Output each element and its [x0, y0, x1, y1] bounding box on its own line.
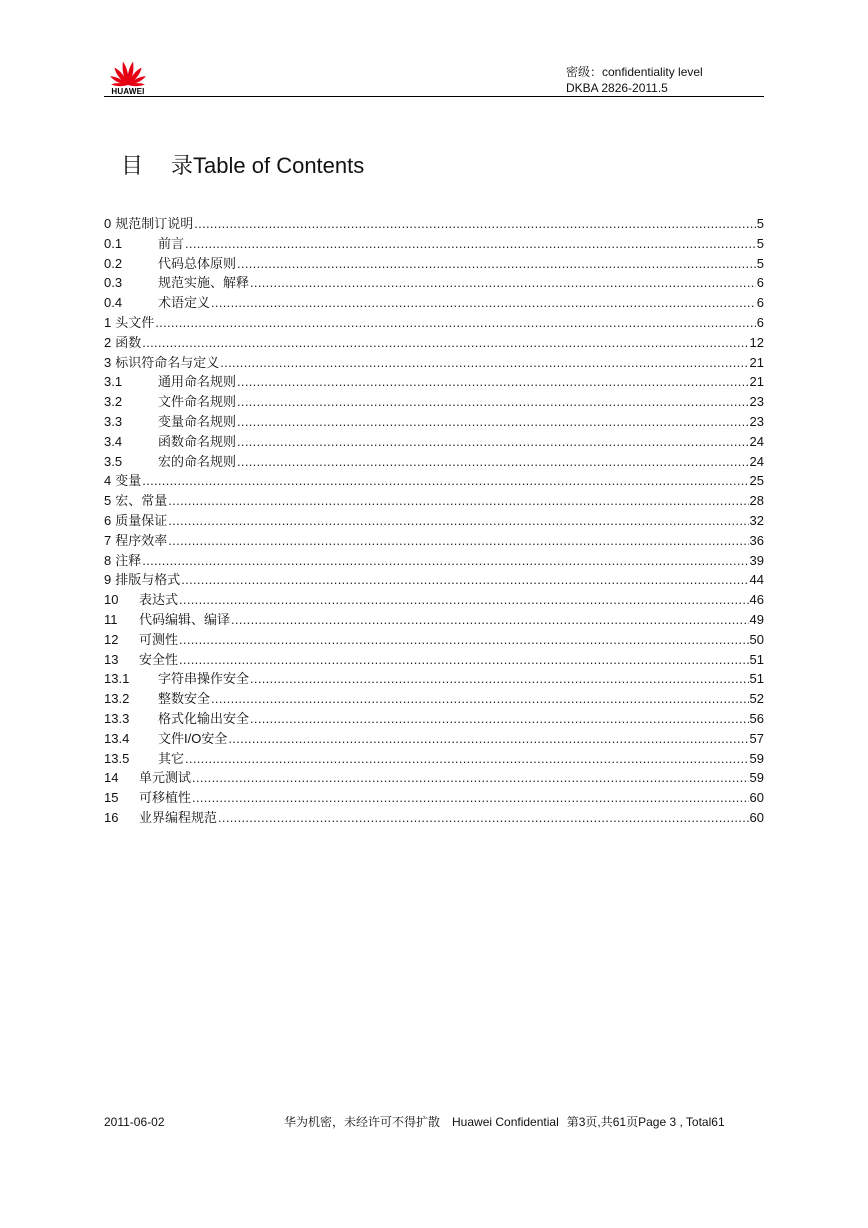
toc-dot-leader	[185, 234, 756, 254]
toc-heading-cn-1: 目	[121, 153, 144, 178]
toc-entry-number: 10	[104, 592, 119, 608]
toc-dot-leader	[194, 214, 756, 234]
toc-entry-title: 业界编程规范	[139, 809, 218, 825]
toc-entry-number: 3.2	[104, 394, 123, 410]
toc-dot-leader	[168, 511, 748, 531]
toc-heading	[121, 151, 364, 181]
toc-entry[interactable]	[104, 570, 764, 590]
toc-entry-page: 23	[749, 394, 764, 410]
toc-dot-leader	[250, 273, 756, 293]
toc-entry-title: 其它	[158, 750, 185, 766]
toc-entry-number: 15	[104, 790, 119, 806]
toc-entry-number: 14	[104, 770, 119, 786]
toc-dot-leader	[168, 491, 748, 511]
toc-dot-leader	[231, 610, 749, 630]
toc-dot-leader	[192, 788, 749, 808]
toc-dot-leader	[192, 768, 749, 788]
header-info	[566, 64, 703, 96]
toc-entry[interactable]	[104, 313, 764, 333]
toc-entry-title: 规范实施、解释	[158, 275, 250, 291]
toc-entry-page: 60	[749, 809, 764, 825]
toc-entry-page: 5	[756, 255, 764, 271]
toc-entry-number: 13.3	[104, 710, 130, 726]
toc-entry-title: 规范制订说明	[115, 216, 194, 231]
toc-entry-title: 标识符命名与定义	[115, 354, 220, 370]
toc-dot-leader	[237, 452, 749, 472]
toc-entry-title: 程序效率	[115, 532, 168, 548]
footer-secret-cn: 华为机密，未经许可不得扩散	[284, 1115, 441, 1129]
toc-dot-leader	[218, 808, 749, 828]
toc-entry[interactable]	[104, 650, 764, 670]
toc-entry-page: 6	[756, 314, 764, 330]
header-divider	[104, 96, 764, 97]
toc-entry-page: 51	[749, 651, 764, 667]
toc-entry[interactable]	[104, 392, 764, 412]
toc-dot-leader	[237, 392, 749, 412]
toc-entry-title: 文件命名规则	[158, 394, 237, 410]
toc-entry[interactable]	[104, 669, 764, 689]
toc-entry-number: 13	[104, 651, 119, 667]
toc-entry-page: 5	[756, 235, 764, 251]
toc-entry-title: 字符串操作安全	[158, 671, 250, 687]
toc-entry-page: 21	[749, 374, 764, 390]
toc-dot-leader	[179, 630, 749, 650]
toc-entry[interactable]	[104, 214, 764, 234]
toc-entry[interactable]	[104, 511, 764, 531]
toc-entry[interactable]	[104, 452, 764, 472]
toc-entry-number: 6	[104, 512, 112, 528]
toc-dot-leader	[211, 689, 749, 709]
toc-dot-leader	[228, 729, 748, 749]
toc-entry-number: 0.2	[104, 255, 123, 271]
toc-dot-leader	[142, 551, 748, 571]
toc-dot-leader	[250, 669, 749, 689]
toc-entry-number: 7	[104, 532, 112, 548]
toc-entry-number: 3.3	[104, 413, 123, 429]
toc-entry-title: 排版与格式	[115, 572, 181, 588]
toc-entry-page: 25	[749, 473, 764, 489]
toc-entry-title: 可移植性	[139, 790, 192, 806]
toc-entry-number: 3.4	[104, 433, 123, 449]
toc-entry-page: 59	[749, 770, 764, 786]
toc-entry-number: 13.2	[104, 691, 130, 707]
toc-entry-page: 59	[749, 750, 764, 766]
toc-entry[interactable]	[104, 471, 764, 491]
toc-entry[interactable]	[104, 491, 764, 511]
toc-entry-page: 52	[749, 691, 764, 707]
toc-dot-leader	[237, 254, 756, 274]
toc-entry-number: 3.1	[104, 374, 123, 390]
toc-entry-number: 16	[104, 809, 119, 825]
toc-entry[interactable]	[104, 610, 764, 630]
toc-entry-page: 32	[749, 512, 764, 528]
toc-entry[interactable]	[104, 788, 764, 808]
toc-entry-number: 0.3	[104, 275, 123, 291]
toc-heading-en: Table of Contents	[193, 153, 365, 178]
toc-entry-title: 表达式	[139, 592, 179, 608]
table-of-contents	[104, 214, 764, 828]
toc-entry-page: 50	[749, 631, 764, 647]
toc-entry-page: 21	[749, 354, 764, 370]
toc-entry-number: 4	[104, 473, 112, 489]
toc-entry-title: 变量命名规则	[158, 413, 237, 429]
toc-entry[interactable]	[104, 808, 764, 828]
toc-entry-number: 9	[104, 572, 112, 588]
toc-entry-page: 49	[749, 611, 764, 627]
toc-entry-page: 60	[749, 790, 764, 806]
toc-entry[interactable]	[104, 412, 764, 432]
toc-entry-title: 文件I/O安全	[158, 730, 228, 746]
footer-page-info: 第3页,共61页Page 3 , Total61	[566, 1115, 725, 1129]
toc-entry-title: 函数	[115, 334, 142, 350]
toc-dot-leader	[168, 531, 748, 551]
toc-entry-page: 6	[756, 275, 764, 291]
toc-entry-title: 整数安全	[158, 691, 211, 707]
toc-entry-page: 36	[749, 532, 764, 548]
toc-dot-leader	[220, 353, 748, 373]
toc-entry-page: 44	[749, 572, 764, 588]
toc-entry-number: 8	[104, 552, 112, 568]
toc-entry[interactable]	[104, 768, 764, 788]
toc-entry[interactable]	[104, 372, 764, 392]
toc-entry-page: 39	[749, 552, 764, 568]
toc-entry-title: 可测性	[139, 631, 179, 647]
toc-entry-number: 3.5	[104, 453, 123, 469]
toc-entry[interactable]	[104, 531, 764, 551]
footer-secret-en: Huawei Confidential	[452, 1115, 559, 1129]
toc-dot-leader	[185, 749, 749, 769]
toc-heading-cn-2: 录	[171, 153, 194, 178]
toc-entry-number: 13.5	[104, 750, 130, 766]
toc-entry-page: 5	[756, 216, 764, 231]
toc-dot-leader	[237, 432, 749, 452]
toc-entry-number: 13.4	[104, 730, 130, 746]
toc-entry[interactable]	[104, 234, 764, 254]
toc-entry-title: 术语定义	[158, 295, 211, 311]
toc-dot-leader	[179, 590, 749, 610]
document-id: DKBA 2826-2011.5	[566, 81, 668, 95]
toc-entry[interactable]	[104, 254, 764, 274]
toc-entry-number: 3	[104, 354, 112, 370]
toc-entry-page: 23	[749, 413, 764, 429]
toc-entry-page: 56	[749, 710, 764, 726]
toc-entry[interactable]	[104, 293, 764, 313]
toc-entry[interactable]	[104, 709, 764, 729]
toc-entry-title: 代码编辑、编译	[139, 611, 231, 627]
toc-entry[interactable]	[104, 729, 764, 749]
toc-entry-title: 格式化输出安全	[158, 710, 250, 726]
toc-dot-leader	[142, 333, 748, 353]
toc-entry-number: 12	[104, 631, 119, 647]
toc-entry-number: 13.1	[104, 671, 130, 687]
toc-entry-title: 宏、常量	[115, 493, 168, 509]
toc-entry-title: 变量	[115, 473, 142, 489]
toc-dot-leader	[142, 471, 748, 491]
toc-entry-title: 宏的命名规则	[158, 453, 237, 469]
toc-entry-title: 安全性	[139, 651, 179, 667]
toc-entry-number: 1	[104, 314, 112, 330]
toc-entry[interactable]	[104, 273, 764, 293]
toc-entry-title: 通用命名规则	[158, 374, 237, 390]
toc-entry[interactable]	[104, 749, 764, 769]
confidentiality-level: 密级：confidentiality level	[566, 65, 703, 79]
toc-entry-title: 头文件	[115, 314, 155, 330]
toc-entry-number: 0.1	[104, 235, 123, 251]
toc-dot-leader	[237, 372, 749, 392]
toc-entry[interactable]	[104, 432, 764, 452]
toc-entry-title: 函数命名规则	[158, 433, 237, 449]
toc-entry-page: 28	[749, 493, 764, 509]
toc-entry-title: 前言	[158, 235, 185, 251]
toc-dot-leader	[211, 293, 756, 313]
toc-entry[interactable]	[104, 590, 764, 610]
toc-entry-title: 质量保证	[115, 512, 168, 528]
toc-dot-leader	[179, 650, 749, 670]
toc-entry[interactable]	[104, 689, 764, 709]
logo-text: HUAWEI	[111, 87, 145, 96]
toc-entry[interactable]	[104, 333, 764, 353]
toc-entry[interactable]	[104, 630, 764, 650]
toc-dot-leader	[181, 570, 748, 590]
footer-date: 2011-06-02	[104, 1115, 165, 1129]
toc-entry-page: 51	[749, 671, 764, 687]
toc-entry-number: 0.4	[104, 295, 123, 311]
toc-entry-number: 0	[104, 216, 112, 231]
toc-entry-number: 5	[104, 493, 112, 509]
toc-dot-leader	[155, 313, 756, 333]
toc-entry-number: 2	[104, 334, 112, 350]
toc-entry-page: 46	[749, 592, 764, 608]
toc-dot-leader	[237, 412, 749, 432]
toc-entry-page: 24	[749, 433, 764, 449]
toc-entry-title: 代码总体原则	[158, 255, 237, 271]
toc-dot-leader	[250, 709, 749, 729]
toc-entry-title: 注释	[115, 552, 142, 568]
toc-entry-number: 11	[104, 611, 118, 627]
toc-entry-page: 12	[749, 334, 764, 350]
toc-entry[interactable]	[104, 551, 764, 571]
toc-entry[interactable]	[104, 353, 764, 373]
footer-confidential	[284, 1114, 725, 1130]
toc-entry-page: 57	[749, 730, 764, 746]
toc-entry-page: 24	[749, 453, 764, 469]
toc-entry-page: 6	[756, 295, 764, 311]
toc-entry-title: 单元测试	[139, 770, 192, 786]
